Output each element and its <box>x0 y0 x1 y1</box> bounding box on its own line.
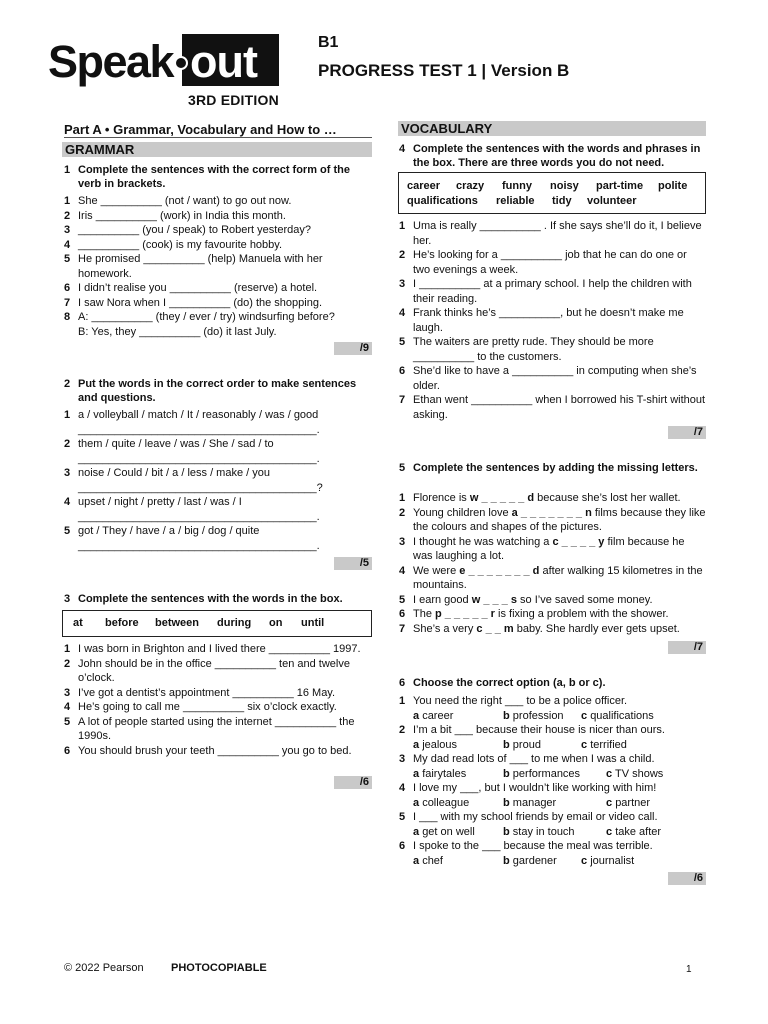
item-number: 1 <box>399 220 406 232</box>
list-item <box>64 744 372 759</box>
item-text: I __________ at a primary school. I help the children with their reading. <box>413 278 695 305</box>
q5-instruction-text: Complete the sentences by adding the missing letters. <box>413 462 698 474</box>
logo-dot <box>174 56 188 70</box>
item-text: You need the right ___ to be a police officer. <box>413 695 628 707</box>
option-c: take after <box>615 825 662 838</box>
option-b: manager <box>512 796 557 809</box>
item-number: 4 <box>64 496 71 508</box>
logo-edition-text: 3RD EDITION <box>188 92 279 108</box>
item-text: after walking 15 kilometres in the mountains. <box>413 564 706 591</box>
missing-letters: c _ _ _ _ y <box>552 535 605 548</box>
item-number: 1 <box>399 492 406 504</box>
item-text: Uma is really __________ . If she says she’ll do it, I believe her. <box>413 220 705 247</box>
item-text: He’s going to call me __________ six o’clock exactly. <box>78 701 337 713</box>
item-text: Young children love <box>413 506 512 519</box>
item-number: 5 <box>64 715 71 728</box>
item-text: Iris __________ (work) in India this month. <box>78 209 286 222</box>
box-word: between <box>155 617 200 629</box>
option-c: terrified <box>590 738 627 751</box>
item-number: 1 <box>64 409 71 421</box>
item-text: I ___ with my school friends by email or video call. <box>413 811 658 823</box>
q4-number: 4 <box>399 143 406 155</box>
item-text: I earn good <box>413 593 472 606</box>
item-text: My dad read lots of ___ to me when I was a child. <box>413 753 655 765</box>
list-item <box>64 209 372 224</box>
title-underline <box>64 137 372 138</box>
q3-score-box: /6 <box>334 776 372 789</box>
item-text: She’d like to have a __________ in computing when she’s older. <box>413 365 700 392</box>
option-a: jealous <box>422 738 458 751</box>
item-text: Florence is <box>413 492 470 504</box>
list-item <box>399 335 706 364</box>
item-number: 1 <box>64 195 71 207</box>
q4-instruction-text: Complete the sentences with the words and phrases in the box. There are three words you do not need. <box>413 143 701 169</box>
box-word: until <box>301 617 325 629</box>
q2-items <box>64 408 372 553</box>
q1-items <box>64 194 372 339</box>
q4-items <box>399 219 709 422</box>
missing-letters: a _ _ _ _ _ _ _ n <box>511 506 592 519</box>
list-item <box>64 281 372 296</box>
item-text: upset / night / pretty / last / was / I <box>78 496 242 508</box>
list-item: 6 I spoke to the ___ because the meal was terrible. a chef b gardener c journalist <box>399 839 706 868</box>
item-text: A: __________ (they / ever / try) windsurfing before? B: Yes, they __________ (do) it last July. <box>78 311 335 338</box>
list-item: 3 My dad read lots of ___ to me when I was a child. a fairytales b performances c TV shows <box>399 752 706 781</box>
item-number: 1 <box>64 643 71 655</box>
box-word: at <box>73 617 83 629</box>
item-text: noise / Could / bit / a / less / make / you <box>78 467 270 479</box>
box-word: reliable <box>496 194 535 207</box>
item-number: 2 <box>64 209 71 222</box>
item-number: 3 <box>64 224 71 236</box>
q6-instruction-text: Choose the correct option (a, b or c). <box>413 677 606 689</box>
item-number: 5 <box>399 336 406 348</box>
list-item <box>64 466 372 495</box>
option-a: chef <box>422 854 443 867</box>
q5-items <box>399 491 709 636</box>
box-word: career <box>407 180 441 192</box>
q3-items <box>64 642 372 758</box>
q2-instruction <box>64 378 372 405</box>
item-text: I’ve got a dentist’s appointment __________ 16 May. <box>78 686 336 699</box>
option-b: proud <box>512 738 541 751</box>
item-number: 2 <box>64 438 71 450</box>
item-text: I’m a bit ___ because their house is nicer than ours. <box>413 724 665 736</box>
item-text: baby. She hardly ever gets upset. <box>513 622 680 635</box>
box-word: before <box>105 617 139 629</box>
box-word: volunteer <box>587 194 637 207</box>
box-word: noisy <box>550 180 579 192</box>
q2-number: 2 <box>64 378 71 390</box>
list-item <box>64 715 372 744</box>
q6-number: 6 <box>399 677 406 689</box>
list-item: 2 I’m a bit ___ because their house is nicer than ours. a jealous b proud c terrified <box>399 723 706 752</box>
item-number: 4 <box>399 307 406 319</box>
item-number: 2 <box>399 249 406 261</box>
list-item <box>399 607 706 622</box>
list-item <box>399 491 706 506</box>
q2-instruction-text: Put the words in the correct order to make sentences and questions. <box>78 378 357 404</box>
q4-word-box <box>398 172 706 214</box>
list-item <box>399 622 706 637</box>
list-item <box>399 564 706 593</box>
item-text: is fixing a problem with the shower. <box>494 608 669 620</box>
item-text: You should brush your teeth __________ you go to bed. <box>78 744 352 757</box>
vocabulary-section-bar: VOCABULARY <box>398 121 706 136</box>
list-item <box>399 393 709 422</box>
item-number: 2 <box>399 506 406 519</box>
q3-word-box <box>62 610 372 637</box>
item-text: __________ (cook) is my favourite hobby. <box>78 238 283 251</box>
item-text: She’s a very <box>413 622 477 635</box>
list-item <box>399 535 706 564</box>
item-number: 7 <box>64 296 71 309</box>
box-word: qualifications <box>407 194 478 207</box>
item-number: 2 <box>64 657 71 670</box>
item-text: got / They / have / a / big / dog / quite <box>78 525 260 537</box>
answer-line: _______________________________________? <box>78 481 323 494</box>
footer-photocopiable: PHOTOCOPIABLE <box>171 962 267 974</box>
item-number: 6 <box>399 840 406 852</box>
item-number: 3 <box>399 535 406 548</box>
list-item <box>399 277 706 306</box>
item-number: 8 <box>64 311 71 323</box>
option-c: journalist <box>590 854 635 867</box>
list-item <box>64 310 372 339</box>
grammar-section-bar: GRAMMAR <box>62 142 372 157</box>
answer-line: _______________________________________. <box>78 452 320 465</box>
list-item <box>64 642 372 657</box>
list-item <box>64 437 372 466</box>
list-item <box>64 686 372 701</box>
list-item <box>64 495 372 524</box>
item-number: 4 <box>64 238 71 251</box>
q6-instruction <box>399 677 706 691</box>
answer-line: _______________________________________. <box>78 539 320 552</box>
list-item <box>399 219 706 248</box>
list-item <box>64 408 372 437</box>
list-item <box>399 248 706 277</box>
test-title: PROGRESS TEST 1 | Version B <box>318 61 570 80</box>
item-text: Frank thinks he’s __________, but he doesn’t make me laugh. <box>413 307 687 334</box>
item-number: 3 <box>399 753 406 765</box>
q4-instruction <box>399 143 706 170</box>
missing-letters: c _ _ m <box>476 622 514 635</box>
item-number: 4 <box>64 701 71 713</box>
option-a: career <box>422 709 454 722</box>
list-item <box>64 657 372 686</box>
page-number: 1 <box>686 964 692 975</box>
q1-score-box: /9 <box>334 342 372 355</box>
item-text: I was born in Brighton and I lived there __________ 1997. <box>78 643 361 655</box>
item-text: A lot of people started using the internet __________ the 1990s. <box>78 715 358 742</box>
speakout-logo <box>48 34 280 108</box>
item-number: 6 <box>399 365 406 377</box>
q2-score-box: /5 <box>334 557 372 570</box>
item-number: 3 <box>399 278 406 290</box>
item-number: 4 <box>399 564 406 577</box>
list-item: 1 You need the right ___ to be a police officer. a career b profession c qualifications <box>399 694 706 723</box>
item-text: I spoke to the ___ because the meal was terrible. <box>413 840 653 852</box>
list-item <box>399 364 706 393</box>
item-number: 6 <box>64 282 71 294</box>
list-item <box>64 296 372 311</box>
option-a: get on well <box>422 825 475 838</box>
item-number: 7 <box>399 394 406 406</box>
q6-score-box: /6 <box>668 872 706 885</box>
item-text: I didn’t realise you __________ (reserve) a hotel. <box>78 282 318 294</box>
option-b: profession <box>512 709 564 722</box>
item-number: 5 <box>64 525 71 537</box>
box-word: polite <box>658 180 688 192</box>
list-item <box>64 194 372 209</box>
item-text: I thought he was watching a <box>413 535 553 548</box>
item-text: films because they like the colours and shapes of the pictures. <box>413 506 709 533</box>
part-a-title: Part A • Grammar, Vocabulary and How to … <box>64 122 337 137</box>
box-word: part-time <box>596 180 644 192</box>
logo-speak-text: Speak <box>48 36 174 87</box>
q5-number: 5 <box>399 462 406 474</box>
item-text: The <box>413 608 436 620</box>
list-item <box>64 524 372 553</box>
item-text: them / quite / leave / was / She / sad / to <box>78 438 274 450</box>
list-item <box>64 238 372 253</box>
q1-number: 1 <box>64 164 71 176</box>
box-word: on <box>269 617 283 629</box>
option-a: fairytales <box>422 767 467 780</box>
list-item: 5 I ___ with my school friends by email or video call. a get on well b stay in touch c take after <box>399 810 706 839</box>
item-text: He promised __________ (help) Manuela with her homework. <box>78 253 326 280</box>
option-c: qualifications <box>590 709 654 722</box>
item-text: __________ (you / speak) to Robert yesterday? <box>78 224 311 236</box>
q3-instruction-text: Complete the sentences with the words in the box. <box>78 593 343 605</box>
logo-out-text: out <box>190 36 257 87</box>
q4-score-box: /7 <box>668 426 706 439</box>
item-number: 5 <box>399 593 406 606</box>
item-number: 3 <box>64 467 71 479</box>
item-text: The waiters are pretty rude. They should be more __________ to the customers. <box>413 336 657 363</box>
list-item <box>64 700 372 715</box>
item-number: 2 <box>399 724 406 736</box>
item-text: We were <box>413 564 460 577</box>
item-text: I saw Nora when I __________ (do) the shopping. <box>78 296 322 309</box>
list-item <box>64 252 372 281</box>
q5-score-box: /7 <box>668 641 706 654</box>
missing-letters: w _ _ _ s <box>471 593 517 606</box>
list-item <box>399 506 709 535</box>
list-item <box>64 223 372 238</box>
missing-letters: w _ _ _ _ _ d <box>469 492 535 504</box>
item-text: a / volleyball / match / It / reasonably / was / good <box>78 409 319 421</box>
item-number: 6 <box>64 744 71 757</box>
item-text: because she’s lost her wallet. <box>534 492 681 504</box>
item-text: He’s looking for a __________ job that he can do one or two evenings a week. <box>413 249 690 276</box>
item-number: 6 <box>399 608 406 620</box>
list-item: 4 I love my ___, but I wouldn’t like working with him! a colleague b manager c partner <box>399 781 706 810</box>
box-word: crazy <box>456 180 485 192</box>
option-a: colleague <box>422 796 470 809</box>
item-number: 4 <box>399 782 406 794</box>
option-b: stay in touch <box>512 825 575 838</box>
q1-instruction <box>64 164 372 191</box>
box-word: tidy <box>552 194 572 207</box>
item-number: 7 <box>399 622 406 635</box>
box-word: during <box>217 617 252 629</box>
list-item <box>399 306 706 335</box>
q3-number: 3 <box>64 593 71 605</box>
list-item <box>399 593 706 608</box>
item-number: 1 <box>399 695 406 707</box>
q5-instruction <box>399 462 706 476</box>
item-text: Ethan went __________ when I borrowed his T-shirt without asking. <box>413 394 709 421</box>
item-number: 3 <box>64 686 71 699</box>
box-word: funny <box>502 180 532 192</box>
option-c: TV shows <box>614 767 664 780</box>
answer-line: _______________________________________. <box>78 423 320 436</box>
item-text: I love my ___, but I wouldn’t like working with him! <box>413 782 657 794</box>
q1-instruction-text: Complete the sentences with the correct form of the verb in brackets. <box>78 164 350 190</box>
footer-copyright: © 2022 Pearson <box>64 962 144 974</box>
item-text: She __________ (not / want) to go out now. <box>78 195 292 207</box>
item-text: so I’ve saved some money. <box>516 593 653 606</box>
option-c: partner <box>615 796 651 809</box>
option-b: gardener <box>512 854 557 867</box>
item-number: 5 <box>64 253 71 265</box>
answer-line: _______________________________________. <box>78 510 320 523</box>
q6-items <box>399 694 706 868</box>
item-text: John should be in the office __________ ten and twelve o’clock. <box>78 657 354 684</box>
item-text: film because he was laughing a lot. <box>413 535 688 562</box>
missing-letters: e _ _ _ _ _ _ _ d <box>459 564 540 577</box>
item-number: 5 <box>399 811 406 823</box>
missing-letters: p _ _ _ _ _ r <box>435 608 495 620</box>
option-b: performances <box>512 767 581 780</box>
level-label: B1 <box>318 34 339 51</box>
q3-instruction <box>64 593 372 607</box>
